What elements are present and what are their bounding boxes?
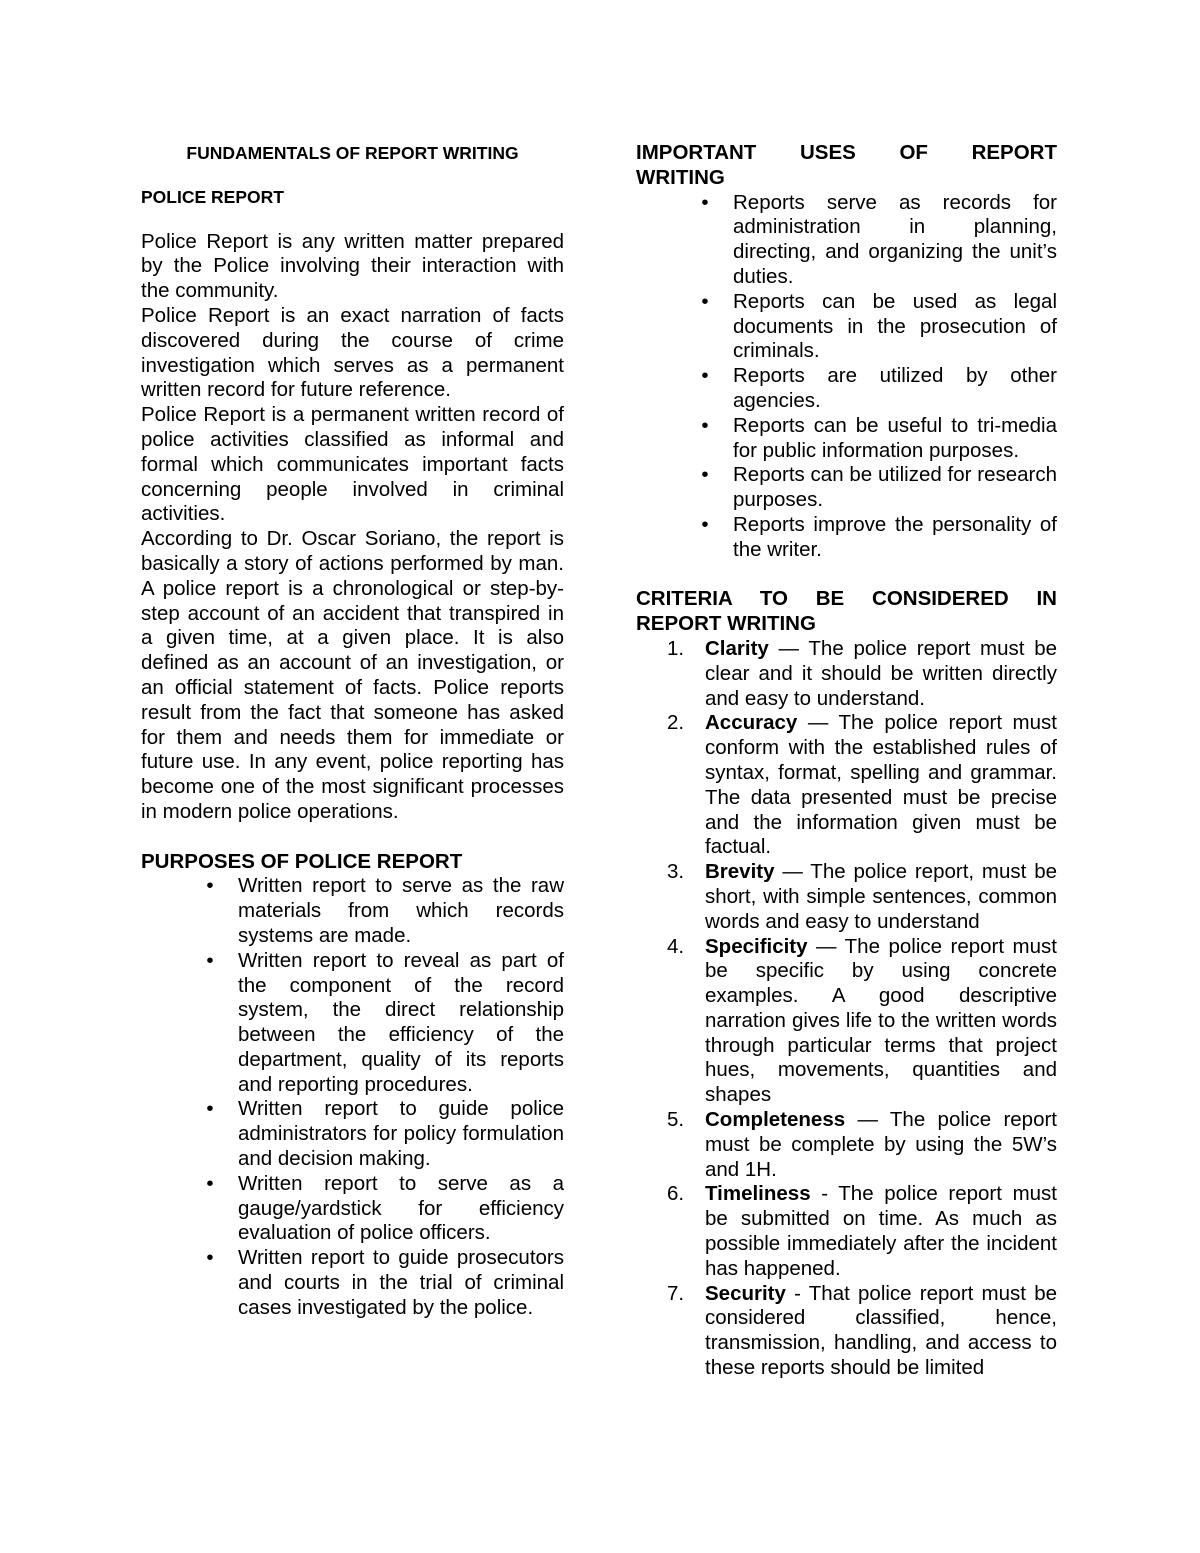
left-column [141,141,564,1321]
item-number: 3. [667,860,685,884]
spacer [141,825,564,850]
criteria-item [667,636,1057,711]
bullet-icon: • [701,289,709,313]
list-item-text: Written report to serve as a gauge/yardstick for efficiency evaluation of police officers. [238,1171,564,1245]
criteria-item [667,1182,1057,1281]
bullet-icon: • [206,1171,214,1195]
list-item-text: Reports are utilized by other agencies. [733,364,1057,412]
item-number: 4. [667,934,685,958]
list-item [701,190,1057,290]
list-item [701,463,1057,513]
spacer [636,563,1057,588]
police-report-heading: POLICE REPORT [141,186,284,207]
bullet-icon: • [206,874,214,898]
bullet-icon: • [206,948,214,972]
list-item [701,289,1057,364]
criteria-term: Clarity [705,636,769,660]
item-number: 7. [667,1281,685,1305]
criteria-term: Completeness [705,1108,846,1132]
item-number: 2. [667,711,685,735]
list-item [206,1097,564,1171]
criteria-description: — The police report must be specific by using concrete examples. A good descriptive narration gives life to the written words through particular terms that project hues, movements, quantities and shapes [705,934,1057,1107]
list-item-text: Written report to guide prosecutors and courts in the trial of criminal cases investigated by the police. [238,1246,564,1319]
list-item [206,874,564,948]
criteria-description: - The police report must be submitted on time. As much as possible immediately after the incident has happened. [705,1182,1057,1280]
list-item-text: Reports improve the personality of the writer. [733,512,1057,561]
criteria-item [667,1108,1057,1182]
criteria-term: Specificity [705,934,808,958]
purposes-list [141,874,564,1320]
list-item [206,1171,564,1246]
list-item [701,512,1057,563]
list-item [206,948,564,1098]
list-item [701,413,1057,464]
criteria-heading-line1: CRITERIA TO BE CONSIDERED IN [636,587,1057,611]
item-number: 6. [667,1182,685,1206]
bullet-icon: • [701,413,709,437]
criteria-description: — The police report must be complete by using the 5W’s and 1H. [705,1108,1057,1181]
criteria-term: Timeliness [705,1182,811,1206]
criteria-item [667,860,1057,934]
item-number: 1. [667,636,685,660]
list-item [206,1246,564,1320]
definition-paragraph: Police Report is any written matter prepared by the Police involving their interaction with the community. [141,229,564,303]
list-item-text: Reports can be useful to tri-media for public information purposes. [733,413,1057,462]
bullet-icon: • [701,190,709,214]
criteria-term: Security [705,1281,786,1305]
uses-list [636,191,1057,563]
right-column [636,141,1057,1381]
criteria-heading-line2: REPORT WRITING [636,612,816,636]
criteria-description: — The police report, must be short, with simple sentences, common words and easy to understand [705,860,1057,933]
list-item-text: Written report to reveal as part of the component of the record system, the direct relationship between the efficiency of the department, quality of its reports and reporting procedures. [238,948,564,1096]
soriano-paragraph: According to Dr. Oscar Soriano, the report is basically a story of actions performed by man. A police report is a chronological or step-by-step account of an accident that transpired in a given time, at a given place. It is also defined as an account of an investigation, or an official statement of facts. Police reports result from the fact that someone has asked for them and needs them for immediate or future use. In any event, police reporting has become one of the most significant processes in modern police operations. [141,527,564,823]
list-item [701,364,1057,414]
document-title: FUNDAMENTALS OF REPORT WRITING [186,143,519,163]
criteria-item [667,934,1057,1109]
definition-paragraph: Police Report is a permanent written record of police activities classified as informal and formal which communicates important facts concerning people involved in criminal activities. [141,403,564,526]
list-item-text: Reports serve as records for administration in planning, directing, and organizing the unit’s duties. [733,190,1057,288]
list-item-text: Written report to guide police administrators for policy formulation and decision making. [238,1097,564,1171]
criteria-description: — The police report must conform with the established rules of syntax, format, spelling and grammar. The data presented must be precise and the information given must be factual. [705,711,1057,859]
criteria-description: — The police report must be clear and it should be written directly and easy to understand. [705,636,1057,710]
bullet-icon: • [701,463,709,487]
definition-paragraph: Police Report is an exact narration of facts discovered during the course of crime investigation which serves as a permanent written record for future reference. [141,303,564,402]
uses-heading-line2: WRITING [636,165,725,189]
criteria-item [667,1281,1057,1381]
list-item-text: Reports can be used as legal documents in the prosecution of criminals. [733,289,1057,363]
criteria-term: Accuracy [705,711,798,735]
item-number: 5. [667,1108,685,1132]
bullet-icon: • [701,512,709,536]
purposes-heading: PURPOSES OF POLICE REPORT [141,849,463,873]
bullet-icon: • [701,364,709,388]
criteria-description: - That police report must be considered classified, hence, transmission, handling, and access to these reports should be limited [705,1281,1057,1380]
list-item-text: Written report to serve as the raw materials from which records systems are made. [238,874,564,947]
uses-heading-line1: IMPORTANT USES OF REPORT [636,141,1057,164]
list-item-text: Reports can be utilized for research purposes. [733,463,1057,512]
bullet-icon: • [206,1246,214,1270]
criteria-list [636,637,1057,1381]
criteria-item [667,711,1057,860]
criteria-term: Brevity [705,860,775,884]
bullet-icon: • [206,1097,214,1121]
